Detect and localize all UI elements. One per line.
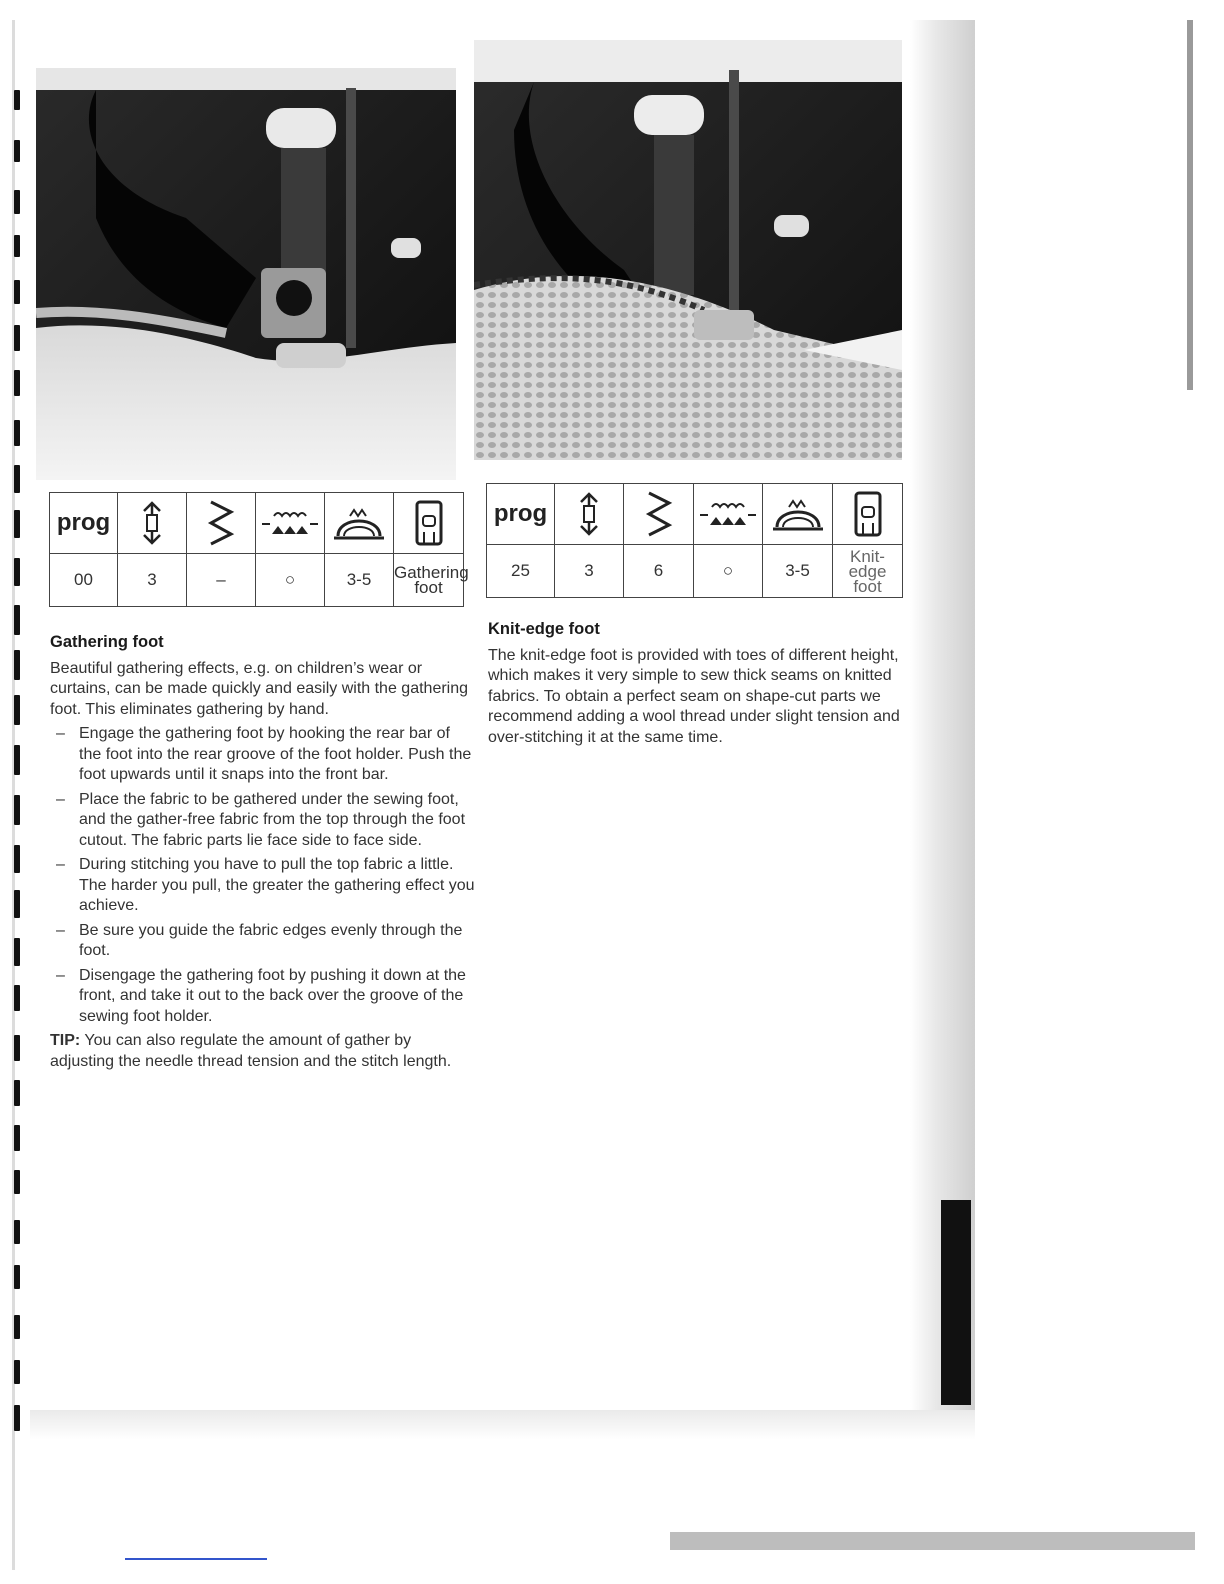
stitch-width-value: 6 xyxy=(624,545,694,598)
presser-foot-value: Gathering foot xyxy=(394,554,464,607)
presser-pressure-icon xyxy=(325,493,394,554)
body-paragraph: The knit-edge foot is provided with toes of different height, which makes it very simple to sew thick seams on knitted fabrics. To obtain a perfect seam on shape-cut parts we recommend adding a wool thread under slight tension and over-stitching it at the same time. xyxy=(488,646,900,746)
section-heading: Gathering foot xyxy=(50,633,164,651)
list-item: – Be sure you guide the fabric edges evenly through the foot. xyxy=(50,921,475,962)
bottom-blue-line xyxy=(125,1558,267,1560)
knit-edge-foot-settings-table xyxy=(486,483,903,598)
page-edge-dark xyxy=(941,1200,971,1405)
list-item: – During stitching you have to pull the top fabric a little. The harder you pull, the greater the gathering effect you achieve. xyxy=(50,855,475,917)
presser-foot-icon xyxy=(833,484,903,545)
prog-value: 00 xyxy=(50,554,118,607)
presser-pressure-icon xyxy=(763,484,833,545)
prog-label: prog xyxy=(50,493,118,554)
list-item: – Place the fabric to be gathered under the sewing foot, and the gather-free fabric from the top through the foot cutout. The fabric parts lie face side to face side. xyxy=(50,790,475,852)
prog-label: prog xyxy=(487,484,555,545)
stitch-length-value: 3 xyxy=(118,554,187,607)
tip-label: TIP: xyxy=(50,1032,81,1049)
knit-edge-foot-photo xyxy=(474,40,902,460)
stitch-length-icon xyxy=(555,484,624,545)
presser-pressure-value: 3-5 xyxy=(325,554,394,607)
stitch-width-icon xyxy=(187,493,256,554)
feed-dog-value: ○ xyxy=(694,545,763,598)
presser-pressure-value: 3-5 xyxy=(763,545,833,598)
bottom-rule xyxy=(670,1532,1195,1550)
intro-paragraph: Beautiful gathering effects, e.g. on children’s wear or curtains, can be made quickly and easily with the gathering foot. This eliminates gathering by hand. xyxy=(50,659,469,718)
list-item: – Disengage the gathering foot by pushing it down at the front, and take it out to the back over the groove of the sewing foot holder. xyxy=(50,966,475,1028)
right-edge-line xyxy=(1187,20,1193,390)
feed-dog-icon xyxy=(694,484,763,545)
gathering-foot-settings-table xyxy=(49,492,469,607)
section-heading: Knit-edge foot xyxy=(488,620,600,638)
stitch-length-icon xyxy=(118,493,187,554)
page-fold-bottom xyxy=(30,1410,975,1440)
knit-edge-foot-section xyxy=(488,619,900,752)
tip-text: You can also regulate the amount of gather by adjusting the needle thread tension and the stitch length. xyxy=(50,1032,452,1070)
tip-paragraph xyxy=(50,1031,475,1072)
presser-foot-icon xyxy=(394,493,464,554)
gathering-foot-photo xyxy=(36,68,456,480)
stitch-width-icon xyxy=(624,484,694,545)
gathering-foot-section xyxy=(50,632,475,1072)
feed-dog-value: ○ xyxy=(256,554,325,607)
feed-dog-icon xyxy=(256,493,325,554)
steps-list xyxy=(50,724,475,1027)
stitch-length-value: 3 xyxy=(555,545,624,598)
binding-holes xyxy=(10,90,30,1450)
prog-value: 25 xyxy=(487,545,555,598)
list-item: – Engage the gathering foot by hooking the rear bar of the foot into the rear groove of the foot holder. Push the foot upwards until it snaps into the front bar. xyxy=(50,724,475,786)
presser-foot-value: Knit-edge foot xyxy=(833,545,903,598)
stitch-width-value: – xyxy=(187,554,256,607)
